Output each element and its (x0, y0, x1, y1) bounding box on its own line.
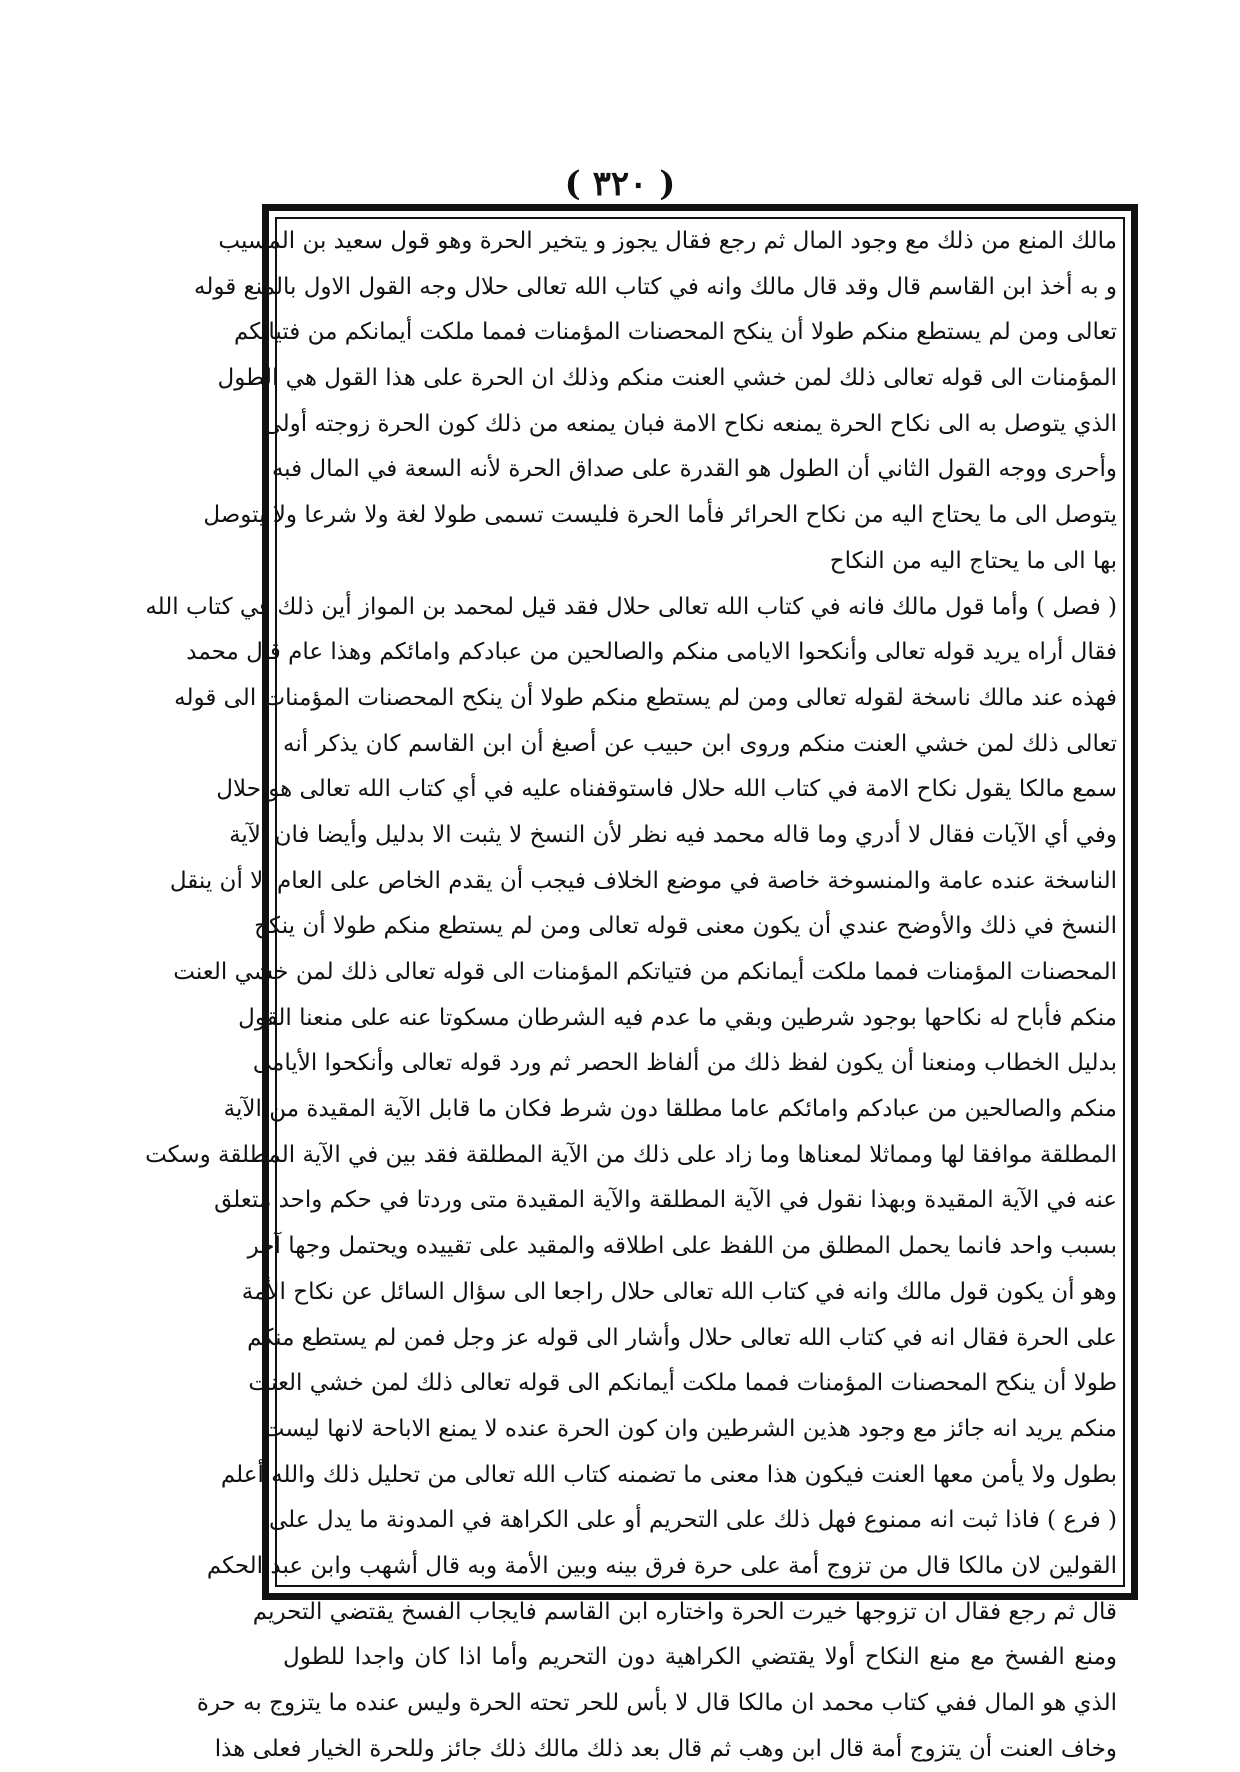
text-line: الذي يتوصل به الى نكاح الحرة يمنعه نكاح الامة فبان يمنعه من ذلك كون الحرة زوجته أولى (263, 410, 1117, 437)
text-line: القولين لان مالكا قال من تزوج أمة على حرة فرق بينه وبين الأمة وبه قال أشهب وابن عبد الحكم (206, 1552, 1117, 1579)
text-line: مالك المنع من ذلك مع وجود المال ثم رجع فقال يجوز و يتخير الحرة وهو قول سعيد بن المسيب (218, 228, 1117, 254)
text-line: تعالى ومن لم يستطع منكم طولا أن ينكح المحصنات المؤمنات فمما ملكت أيمانكم من فتياتكم (233, 319, 1117, 346)
page-number: ( ٣٢٠ ) (564, 164, 676, 204)
text-line: المطلقة موافقا لها ومماثلا لمعناها وما زاد على ذلك من الآية المطلقة فقد بين في الآية المطلقة وسكت (145, 1141, 1117, 1168)
text-line: بسبب واحد فانما يحمل المطلق من اللفظ على اطلاقه والمقيد على تقييده ويحتمل وجها آخر (247, 1233, 1117, 1260)
text-line: الناسخة عنده عامة والمنسوخة خاصة في موضع الخلاف فيجب أن يقدم الخاص على العام الا أن ينقل (169, 867, 1117, 894)
text-line: الذي هو المال ففي كتاب محمد ان مالكا قال لا بأس للحر تحته الحرة وليس عنده ما يتزوج به حرة (196, 1690, 1117, 1716)
text-block (145, 219, 1117, 1762)
text-line: فقال أراه يريد قوله تعالى وأنكحوا الايامى منكم والصالحين من عبادكم وامائكم وهذا عام قال محمد (186, 639, 1117, 666)
text-line: سمع مالكا يقول نكاح الامة في كتاب الله حلال فاستوقفناه عليه في أي كتاب الله تعالى هو حلال (216, 776, 1117, 803)
text-line: يتوصل الى ما يحتاج اليه من نكاح الحرائر فأما الحرة فليست تسمى طولا لغة ولا شرعا ولا يتوصل (203, 502, 1117, 529)
text-line: بطول ولا يأمن معها العنت فيكون هذا معنى ما تضمنه كتاب الله تعالى من تحليل ذلك والله أعلم (220, 1461, 1117, 1488)
text-line: وخاف العنت أن يتزوج أمة قال ابن وهب ثم قال بعد ذلك مالك ذلك جائز وللحرة الخيار فعلى هذا (214, 1735, 1117, 1762)
text-line: النسخ في ذلك والأوضح عندي أن يكون معنى قوله تعالى ومن لم يستطع منكم طولا أن ينكح (254, 913, 1117, 940)
text-line: وفي أي الآيات فقال لا أدري وما قاله محمد فيه نظر لأن النسخ لا يثبت الا بدليل وأيضا فان الآية (229, 821, 1117, 848)
text-line: قال ثم رجع فقال ان تزوجها خيرت الحرة واختاره ابن القاسم فايجاب الفسخ يقتضي التحريم (252, 1598, 1117, 1625)
text-line: منكم يريد انه جائز مع وجود هذين الشرطين وان كون الحرة عنده لا يمنع الاباحة لانها ليست (262, 1415, 1117, 1442)
text-line: وأحرى ووجه القول الثاني أن الطول هو القدرة على صداق الحرة لأنه السعة في المال فبه (271, 456, 1117, 483)
text-line: وهو أن يكون قول مالك وانه في كتاب الله تعالى حلال راجعا الى سؤال السائل عن نكاح الأمة (241, 1278, 1117, 1305)
page-frame (145, 204, 1138, 1762)
text-line: عنه في الآية المقيدة وبهذا نقول في الآية المطلقة والآية المقيدة متى وردتا في حكم واحد متعلق (214, 1187, 1117, 1214)
text-line: ومنع الفسخ مع منع النكاح أولا يقتضي الكراهية دون التحريم وأما اذا كان واجدا للطول (283, 1644, 1117, 1671)
text-line: فهذه عند مالك ناسخة لقوله تعالى ومن لم يستطع منكم طولا أن ينكح المحصنات المؤمنات الى قوله (174, 684, 1117, 711)
text-line: بها الى ما يحتاج اليه من النكاح (829, 547, 1117, 574)
text-line: المؤمنات الى قوله تعالى ذلك لمن خشي العنت منكم وذلك ان الحرة على هذا القول هي الطول (217, 365, 1117, 392)
text-line: على الحرة فقال انه في كتاب الله تعالى حلال وأشار الى قوله عز وجل فمن لم يستطع منكم (247, 1324, 1117, 1351)
text-line: ( فصل ) وأما قول مالك فانه في كتاب الله تعالى حلال فقد قيل لمحمد بن المواز أين ذلك في كتاب الله (145, 593, 1117, 620)
text-line: المحصنات المؤمنات فمما ملكت أيمانكم من فتياتكم المؤمنات الى قوله تعالى ذلك لمن خشي العنت (173, 959, 1117, 985)
text-line: منكم والصالحين من عبادكم وامائكم عاما مطلقا دون شرط فكان ما قابل الآية المقيدة من الآية (223, 1096, 1117, 1123)
text-line: ( فرع ) فاذا ثبت انه ممنوع فهل ذلك على التحريم أو على الكراهة في المدونة ما يدل على (269, 1507, 1117, 1534)
text-line: منكم فأباح له نكاحها بوجود شرطين وبقي ما عدم فيه الشرطان مسكوتا عنه على منعنا القول (238, 1004, 1117, 1031)
text-line: بدليل الخطاب ومنعنا أن يكون لفظ ذلك من ألفاظ الحصر ثم ورد قوله تعالى وأنكحوا الأيامى (252, 1050, 1117, 1077)
text-line: و به أخذ ابن القاسم قال وقد قال مالك وانه في كتاب الله تعالى حلال وجه القول الاول بالمنع قوله (193, 273, 1117, 300)
text-line: تعالى ذلك لمن خشي العنت منكم وروى ابن حبيب عن أصبغ أن ابن القاسم كان يذكر أنه (283, 730, 1117, 757)
text-line: طولا أن ينكح المحصنات المؤمنات فمما ملكت أيمانكم الى قوله تعالى ذلك لمن خشي العنت (248, 1370, 1117, 1397)
